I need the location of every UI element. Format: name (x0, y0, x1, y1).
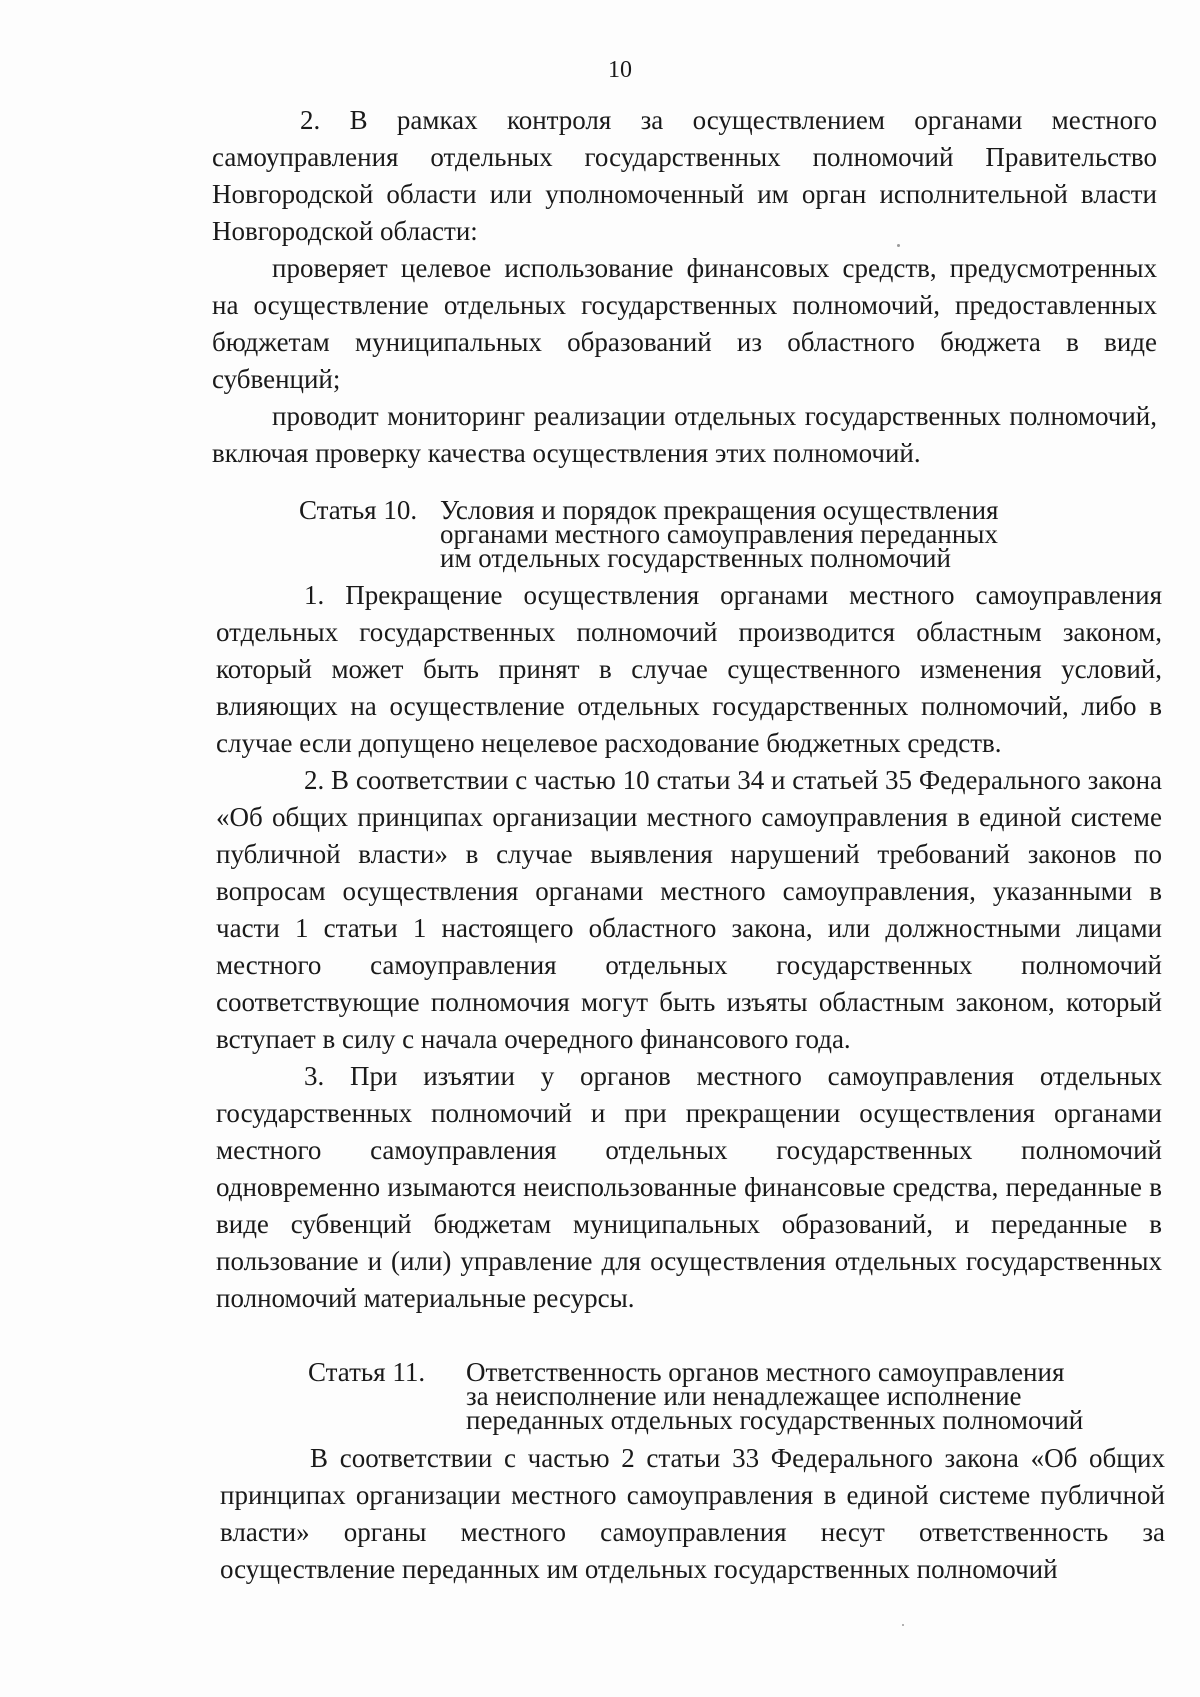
paragraph: 2. В соответствии с частью 10 статьи 34 и статьей 35 Федерального закона «Об общих принципах организации местного самоуправления в единой системе публичной власти» в случае выявления нарушений требований законов по вопросам осуществления органами местного самоуправления, указанными в части 1 статьи 1 настоящего областного закона, или должностными лицами местного самоуправления отдельных государственных полномочий соответствующие полномочия могут быть изъяты областным законом, который вступает в силу с начала очередного финансового года. (216, 765, 1162, 1054)
article-title (466, 1357, 1084, 1435)
article-title-line: за неисполнение или ненадлежащее исполнение (466, 1381, 1022, 1411)
scan-artifact (902, 1624, 904, 1626)
article-title-line: Ответственность органов местного самоуправления (466, 1357, 1065, 1387)
page-number: 10 (608, 57, 632, 83)
article-label: Статья 11. (308, 1357, 426, 1387)
article-title-line: Условия и порядок прекращения осуществления (440, 495, 999, 525)
article-label: Статья 10. (299, 495, 418, 525)
paragraph: 3. При изъятии у органов местного самоуправления отдельных государственных полномочий и при прекращении осуществления органами местного самоуправления отдельных государственных полномочий одновременно изымаются неиспользованные финансовые средства, переданные в виде субвенций бюджетам муниципальных образований, и переданные в пользование и (или) управление для осуществления отдельных государственных полномочий материальные ресурсы. (216, 1061, 1162, 1313)
article-10-body (216, 577, 1162, 1317)
article-title-line: переданных отдельных государственных полномочий (466, 1405, 1084, 1435)
paragraph: проводит мониторинг реализации отдельных государственных полномочий, включая проверку качества осуществления этих полномочий. (212, 401, 1157, 468)
article-title (440, 495, 999, 573)
paragraph: 2. В рамках контроля за осуществлением органами местного самоуправления отдельных государственных полномочий Правительство Новгородской области или уполномоченный им орган исполнительной власти Новгородской области: (212, 105, 1157, 246)
paragraph: В соответствии с частью 2 статьи 33 Федерального закона «Об общих принципах организации местного самоуправления в единой системе публичной власти» органы местного самоуправления несут ответственность за осуществление переданных им отдельных государственных полномочий (220, 1443, 1165, 1584)
article-title-line: им отдельных государственных полномочий (440, 543, 951, 573)
paragraph: проверяет целевое использование финансовых средств, предусмотренных на осуществление отдельных государственных полномочий, предоставленных бюджетам муниципальных образований из областного бюджета в виде субвенций; (212, 253, 1157, 394)
article-11-body (220, 1440, 1165, 1588)
article-title-line: органами местного самоуправления переданных (440, 519, 998, 549)
section-top (212, 102, 1157, 472)
paragraph: 1. Прекращение осуществления органами местного самоуправления отдельных государственных полномочий производится областным законом, который может быть принят в случае существенного изменения условий, влияющих на осуществление отдельных государственных полномочий, либо в случае если допущено нецелевое расходование бюджетных средств. (216, 580, 1162, 758)
scan-artifact (897, 244, 900, 247)
